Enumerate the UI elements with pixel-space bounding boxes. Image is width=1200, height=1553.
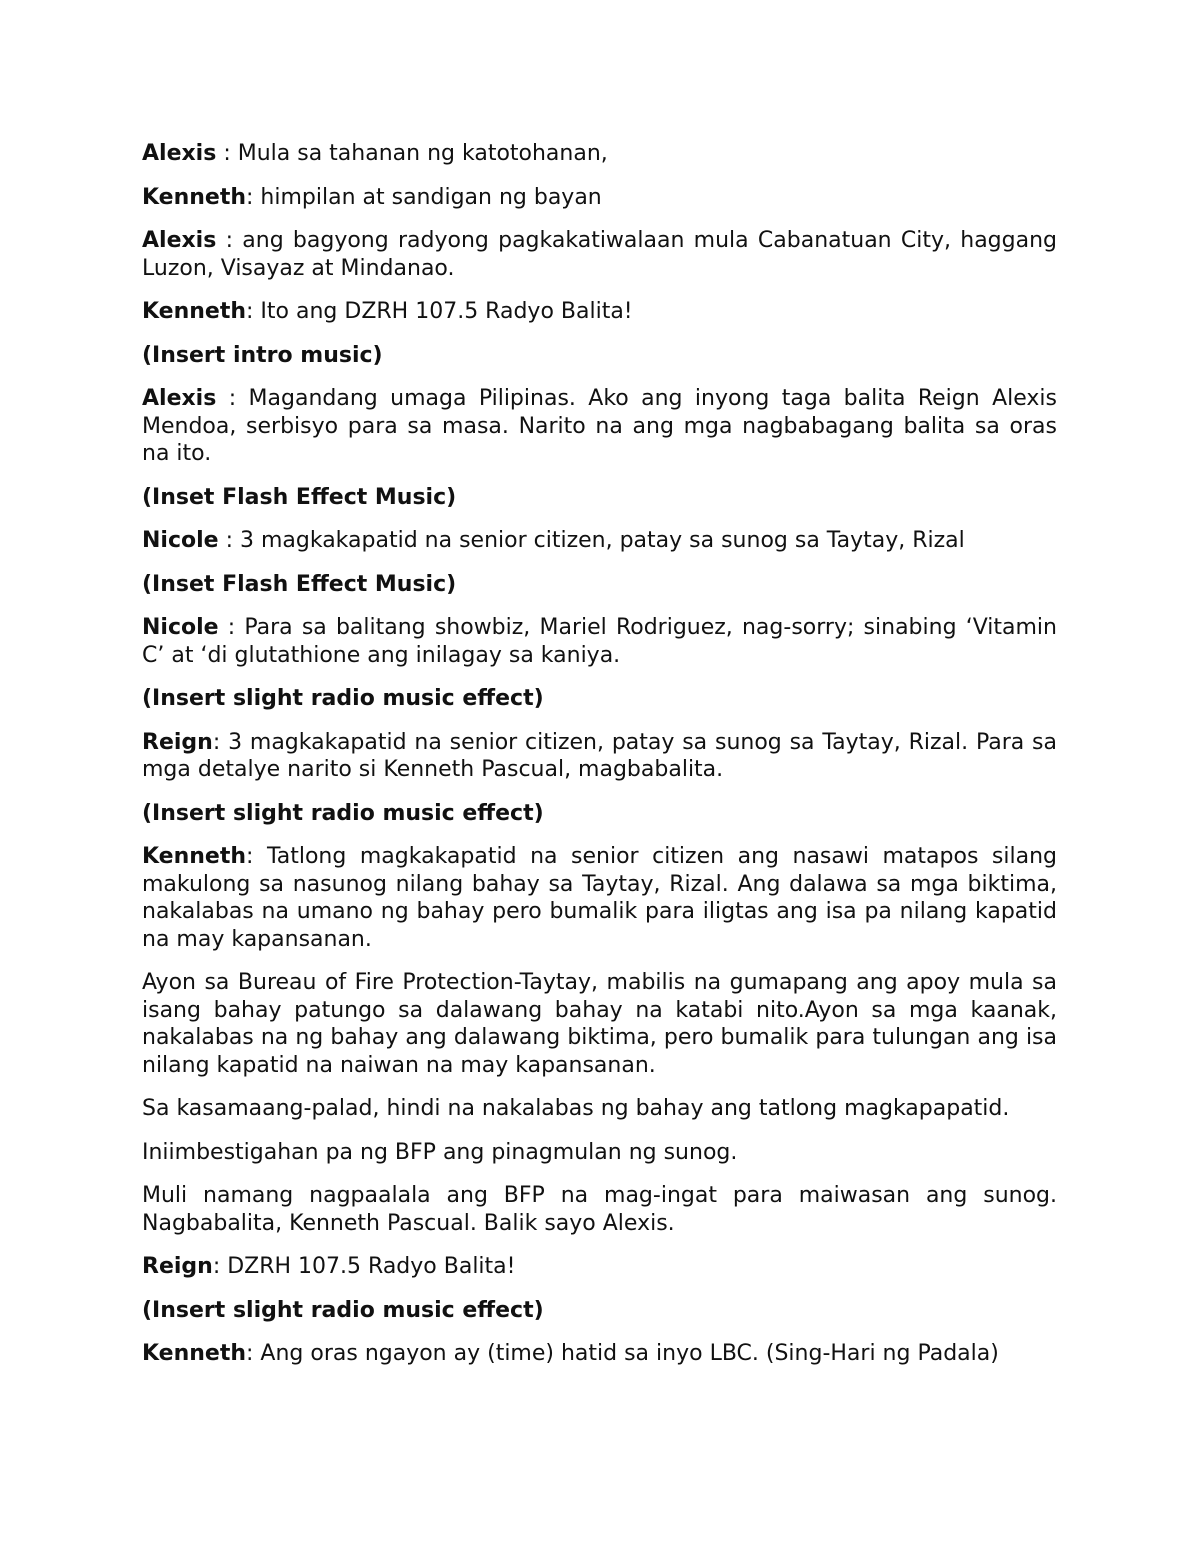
speaker-separator: :	[218, 615, 245, 640]
body-paragraph: Ayon sa Bureau of Fire Protection-Taytay, mabilis na gumapang ang apoy mula sa isang bahay patungo sa dalawang bahay na katabi nito.Ayon sa mga kaanak, nakalabas na ng bahay ang dalawang biktima, pero bumalik para tulungan ang isa nilang kapatid na naiwan na may kapansanan.	[142, 970, 1057, 1078]
speaker-name: Reign	[142, 1254, 213, 1279]
stage-cue: (Insert slight radio music effect)	[142, 686, 544, 711]
speaker-separator: :	[216, 386, 249, 411]
speaker-name: Kenneth	[142, 184, 247, 210]
stage-cue: (Insert slight radio music effect)	[142, 1297, 544, 1323]
dialogue-line	[142, 140, 1057, 168]
document-page	[142, 140, 1057, 1384]
dialogue-line	[142, 614, 1057, 669]
dialogue-line	[142, 729, 1057, 784]
speaker-separator: :	[216, 141, 238, 166]
dialogue-text: 3 magkakapatid na senior citizen, patay sa sunog sa Taytay, Rizal	[239, 528, 965, 553]
stage-cue: (Inset Flash Effect Music)	[142, 571, 457, 597]
speaker-name: Nicole	[142, 528, 219, 553]
dialogue-text: Para sa balitang showbiz, Mariel Rodriguez, nag-sorry; sinabing ‘Vitamin C’ at ‘di glutathione ang inilagay sa kaniya.	[142, 615, 1057, 668]
dialogue-text: Mula sa tahanan ng katotohanan,	[237, 141, 608, 166]
dialogue-text: ang bagyong radyong pagkakatiwalaan mula Cabanatuan City, haggang Luzon, Visayaz at Mindanao.	[142, 228, 1057, 281]
speaker-separator: :	[216, 228, 243, 253]
stage-cue: (Inset Flash Effect Music)	[142, 484, 457, 510]
speaker-separator: :	[246, 844, 267, 869]
speaker-name: Kenneth	[142, 844, 247, 869]
stage-cue: (Insert intro music)	[142, 342, 383, 368]
dialogue-line	[142, 298, 1057, 326]
speaker-name: Kenneth	[142, 299, 247, 324]
speaker-name: Alexis	[142, 141, 217, 166]
dialogue-text: 3 magkakapatid na senior citizen, patay sa sunog sa Taytay, Rizal. Para sa mga detalye narito si Kenneth Pascual, magbabalita.	[142, 729, 1058, 782]
speaker-separator: :	[212, 1254, 228, 1279]
dialogue-line	[142, 1340, 1057, 1368]
speaker-separator: :	[246, 184, 261, 210]
dialogue-line	[142, 1253, 1057, 1281]
dialogue-text: himpilan at sandigan ng bayan	[260, 184, 602, 210]
speaker-name: Alexis	[142, 386, 217, 411]
speaker-name: Nicole	[142, 615, 219, 640]
speaker-name: Kenneth	[142, 1341, 247, 1366]
speaker-separator: :	[246, 299, 261, 324]
dialogue-line	[142, 385, 1057, 468]
dialogue-text: Tatlong magkakapatid na senior citizen ang nasawi matapos silang makulong sa nasunog nilang bahay sa Taytay, Rizal. Ang dalawa sa mga biktima, nakalabas na umano ng bahay pero bumalik para iligtas ang isa pa nilang kapatid na may kapansanan.	[142, 844, 1058, 952]
stage-cue: (Insert slight radio music effect)	[142, 800, 544, 826]
speaker-separator: :	[212, 729, 229, 755]
dialogue-line	[142, 184, 1057, 212]
dialogue-line	[142, 527, 1057, 555]
dialogue-text: DZRH 107.5 Radyo Balita!	[227, 1254, 516, 1279]
body-paragraph: Iniimbestigahan pa ng BFP ang pinagmulan ng sunog.	[142, 1139, 738, 1165]
speaker-name: Reign	[142, 729, 213, 755]
dialogue-line	[142, 227, 1057, 282]
dialogue-text: Magandang umaga Pilipinas. Ako ang inyong taga balita Reign Alexis Mendoa, serbisyo para sa masa. Narito na ang mga nagbabagang balita sa oras na ito.	[142, 386, 1057, 466]
dialogue-text: Ang oras ngayon ay (time) hatid sa inyo LBC. (Sing-Hari ng Padala)	[260, 1341, 999, 1366]
body-paragraph: Muli namang nagpaalala ang BFP na mag-ingat para maiwasan ang sunog. Nagbabalita, Kenneth Pascual. Balik sayo Alexis.	[142, 1183, 1057, 1236]
speaker-name: Alexis	[142, 228, 217, 253]
speaker-separator: :	[246, 1341, 261, 1366]
speaker-separator: :	[218, 528, 240, 553]
dialogue-text: Ito ang DZRH 107.5 Radyo Balita!	[260, 299, 633, 324]
body-paragraph: Sa kasamaang-palad, hindi na nakalabas ng bahay ang tatlong magkapapatid.	[142, 1096, 1010, 1121]
dialogue-line	[142, 843, 1057, 953]
